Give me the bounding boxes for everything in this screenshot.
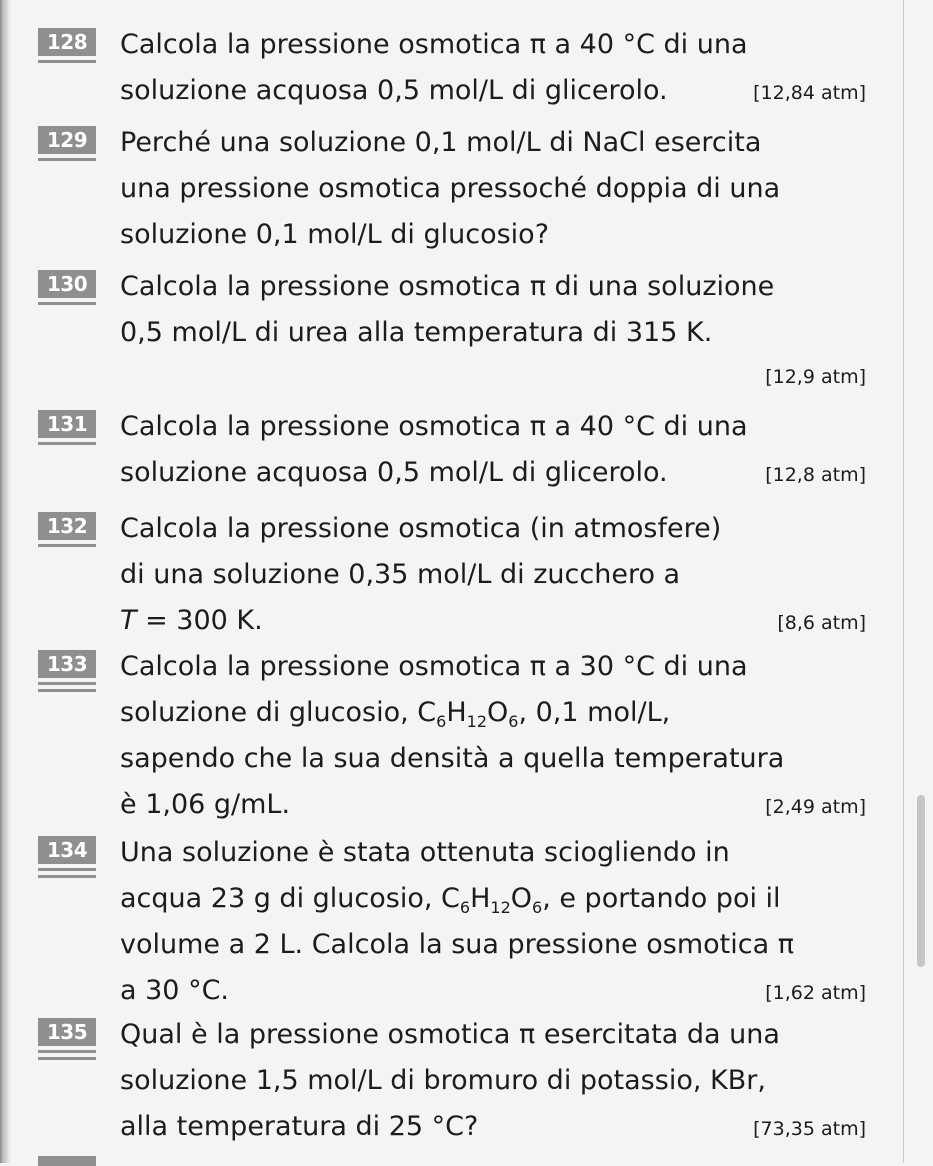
problem-line: Calcola la pressione osmotica π a 40 °C di una — [120, 29, 748, 60]
problem-text — [120, 264, 866, 396]
problem-line — [120, 876, 866, 922]
problem-line: soluzione 0,1 mol/L di glucosio? — [120, 219, 550, 250]
problem-line — [120, 968, 866, 1014]
problem-line: Calcola la pressione osmotica π a 40 °C di una — [120, 411, 748, 442]
difficulty-underline — [38, 868, 96, 878]
problem-line-text: = 300 K. — [136, 605, 263, 636]
answer: [12,84 atm] — [753, 82, 866, 104]
problem-line-text: acqua 23 g di glucosio, — [120, 883, 442, 914]
problem-line: di una soluzione 0,35 mol/L di zucchero a — [120, 559, 681, 590]
problem-text — [120, 1012, 866, 1150]
difficulty-underline — [38, 442, 96, 445]
temperature-variable: T — [120, 605, 137, 636]
problem-line-text: soluzione acquosa 0,5 mol/L di glicerolo. — [120, 75, 668, 106]
problem-number-badge: 128 — [38, 28, 96, 56]
problem-text — [120, 404, 866, 496]
problem-line: Calcola la pressione osmotica π a 30 °C di una — [120, 651, 748, 682]
problem-line: volume a 2 L. Calcola la sua pressione osmotica π — [120, 929, 794, 960]
formula-subscript: 12 — [490, 898, 511, 917]
problem-line: una pressione osmotica pressoché doppia di una — [120, 173, 781, 204]
problem-line — [120, 1104, 866, 1150]
problem-text — [120, 22, 866, 114]
formula-element: O — [510, 883, 533, 914]
answer: [1,62 atm] — [765, 982, 866, 1004]
problem-line — [120, 690, 866, 736]
problem-text — [120, 506, 866, 644]
problem-line-text: alla temperatura di 25 °C? — [120, 1111, 479, 1142]
formula-element: H — [446, 697, 467, 728]
problem-number-badge: 130 — [38, 270, 96, 298]
problem-line: Calcola la pressione osmotica (in atmosfere) — [120, 513, 722, 544]
difficulty-underline — [38, 302, 96, 305]
problem-text — [120, 120, 866, 258]
formula-element: C — [441, 883, 460, 914]
problem-line-text: è 1,06 g/mL. — [120, 789, 291, 820]
glucose-formula — [441, 883, 543, 917]
problem-line: soluzione 1,5 mol/L di bromuro di potassio, KBr, — [120, 1065, 766, 1096]
page-right-rule — [903, 0, 904, 1163]
answer: [73,35 atm] — [753, 1118, 866, 1140]
problem-number-badge: 135 — [38, 1018, 96, 1046]
difficulty-underline — [38, 158, 96, 161]
answer: [2,49 atm] — [765, 796, 866, 818]
problem-line-text: , e portando poi il — [542, 883, 781, 914]
answer: [12,8 atm] — [765, 464, 866, 486]
problem-line: Perché una soluzione 0,1 mol/L di NaCl esercita — [120, 127, 762, 158]
formula-subscript: 12 — [466, 712, 488, 731]
scrollbar-thumb[interactable] — [917, 795, 925, 967]
formula-subscript: 6 — [436, 712, 447, 731]
problem-line-text: soluzione di glucosio, — [120, 697, 418, 728]
difficulty-underline — [38, 1050, 96, 1060]
problem-line — [120, 598, 866, 644]
problem-line-text: a 30 °C. — [120, 975, 230, 1006]
problem-number-badge: 129 — [38, 126, 96, 154]
formula-element: C — [417, 697, 437, 728]
problem-text — [120, 644, 866, 828]
page-left-edge — [0, 0, 12, 1163]
difficulty-underline — [38, 544, 96, 547]
problem-text — [120, 830, 866, 1014]
problem-line-text: , 0,1 mol/L, — [518, 697, 671, 728]
difficulty-underline — [38, 60, 96, 63]
problem-line: Calcola la pressione osmotica π di una soluzione — [120, 271, 775, 302]
problem-number-badge: 132 — [38, 512, 96, 540]
difficulty-underline — [38, 682, 96, 692]
answer: [8,6 atm] — [777, 612, 866, 634]
formula-subscript: 6 — [532, 898, 543, 917]
problem-line: sapendo che la sua densità a quella temperatura — [120, 743, 785, 774]
answer: [12,9 atm] — [765, 366, 866, 388]
problem-line: Qual è la pressione osmotica π esercitata da una — [120, 1019, 780, 1050]
problem-number-badge: 131 — [38, 410, 96, 438]
problem-line-text: soluzione acquosa 0,5 mol/L di glicerolo. — [120, 457, 668, 488]
problem-line: 0,5 mol/L di urea alla temperatura di 315 K. — [120, 317, 713, 348]
formula-subscript: 6 — [459, 898, 471, 917]
formula-element: H — [470, 883, 491, 914]
glucose-formula — [417, 697, 519, 731]
problem-line — [120, 450, 866, 496]
problem-number-badge: 133 — [38, 650, 96, 678]
problem-line — [120, 68, 866, 114]
problem-line — [120, 782, 866, 828]
problem-number-badge: 134 — [38, 836, 96, 864]
answer-line — [120, 356, 866, 396]
problem-line: Una soluzione è stata ottenuta sciogliendo in — [120, 837, 730, 868]
formula-element: O — [487, 697, 509, 728]
formula-subscript: 6 — [508, 712, 519, 731]
next-problem-badge-cut — [38, 1156, 96, 1166]
